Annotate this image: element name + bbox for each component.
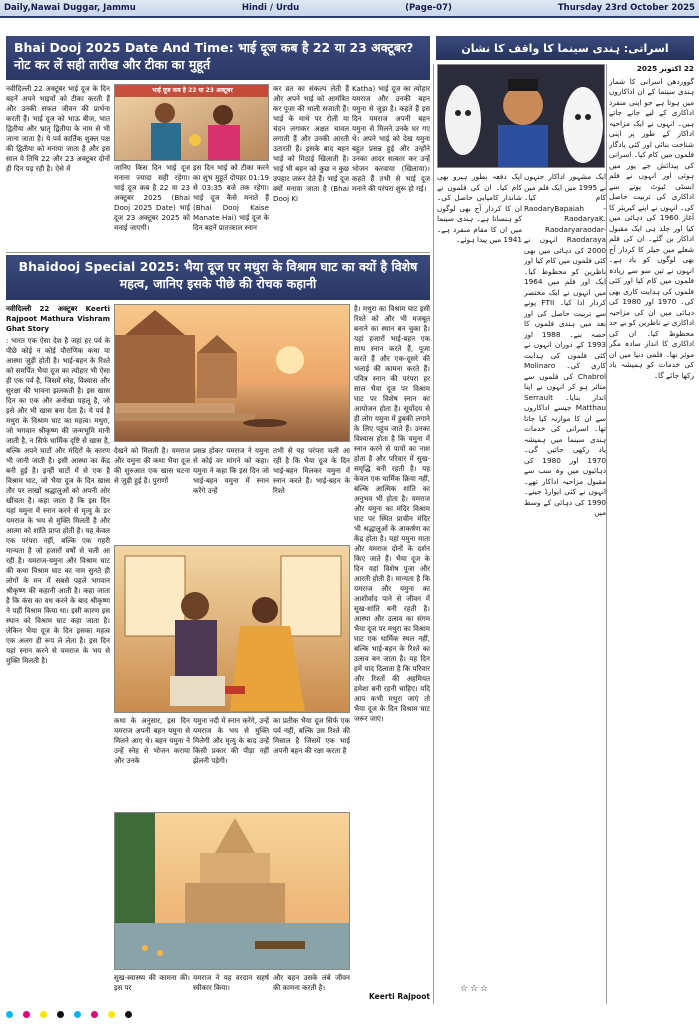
masthead: [0, 0, 699, 18]
article2-col3c: यमराज ने यह वरदान सहर्ष स्वीकार किया।: [193, 973, 269, 992]
urdu-dateline: 22 اکتوبر 2025: [636, 64, 694, 73]
article2-col4a: तभी से यह परंपरा चली आ रही है कि भैया दूज के दिन भाई-बहन मिलकर यमुना में स्नान करते हैं। भाई-बहन के रिश्ते: [273, 446, 350, 495]
language-label: Hindi / Urdu: [241, 3, 300, 13]
article1-photo: [114, 84, 269, 161]
urdu-col-left: ایک دفعہ بطور ہیرو بھی کام کیا۔ ان کی فلموں نے شاندار کامیابی حاصل کی۔ ان کا کردار آج بھی لوگوں کو ہنساتا ہے۔ ہندی سینما میں ان کا مقام منفرد ہے۔ 1941 میں پیدا ہوئے۔: [437, 172, 522, 244]
article1-headline: Bhai Dooj 2025 Date And Time: भाई दूज कब है 22 या 23 अक्टूबर? नोट कर लें सही तारीख और टीका का मुहूर्त: [6, 36, 430, 80]
article2-col2c: सुख-स्वास्थ्य की कामना की। इस पर: [114, 973, 190, 992]
article1-col5: Katha) भाई दूज का त्योहार यमराज और उनकी बहन यमुना से जुड़ा है। कहते हैं इस दिन यमराज अपनी बहन यमुना से मिलने उनके घर गए थे। अपने भाई को देख यमुना बहुत प्रसन्न हुई और उन्होंने उनका आदर सत्कार कर उन्हें भोजन करवाया (खिलाया)। कहते हैं तभी से भाई दूज मनाने की परंपरा शुरू हो गई।: [352, 84, 430, 193]
section-divider: [433, 64, 434, 1004]
article2-signature: Keerti Rajpoot: [369, 992, 430, 1001]
article1-col4: कर व्रत का संकल्प लेती हैं और अपने भाई को आमंत्रित कर पूजा की थाली सजाती हैं। भाई के माथे पर रोली या चंदन लगाकर अक्षत चावल लगाती हैं और उनकी आरती उतारती हैं। इसके बाद बहन भाई को मिठाई खिलाती है। भाई भी बहन को कुछ न कुछ उपहार जरूर देते हैं। भाई दूज क्यों मनाया जाता है (Bhai Dooj Ki: [273, 84, 349, 203]
paper-name: Daily,Nawai Duggar, Jammu: [4, 3, 136, 13]
article2-col1-text: : भारत एक ऐसा देश है जहां हर पर्व के पीछे कोई न कोई पौराणिक कथा या आस्था जुड़ी होती है। भाई-बहन के रिश्ते को समर्पित भैया दूज का त्योहार भी ऐसा ही एक पर्व है, जिसमें स्नेह, विश्वास और सुरक्षा की भावना झलकती है। इस खास दिन का एक और अनोखा पहलू है, जो इसे और भी खास बना देता है। ये पर्व है मथुरा के विश्राम घाट का महत्व। मथुरा, जो भगवान श्रीकृष्ण की जन्मभूमि मानी जाती है, न सिर्फ धार्मिक दृष्टि से खास है, बल्कि अपने घाटों और मंदिरों के कारण भी जानी जाती है। इसी आस्था का केंद्र बनी हुई है। इन्हीं घाटों में से एक है विश्राम घाट, जो भैया दूज के दिन खास तौर पर लाखों श्रद्धालुओं को अपनी ओर खींचता है। कहा जाता है कि इस दिन यहां यमुना में स्नान करने से मृत्यु के डर यमराज के भय से मुक्ति मिलती है और आत्मा को शांति प्राप्त होती है। यह केवल एक परंपरा नहीं, बल्कि एक गहरी मान्यता है जो हजारों वर्षों से चली आ रही है। यमराज-यमुना और विश्राम घाट की कथा विश्राम घाट का नाम सुनते ही लोगों के मन में सबसे पहले भगवान श्रीकृष्ण की कहानी आती है। कहा जाता है कि कंस का वध करने के बाद श्रीकृष्ण ने यहीं विश्राम किया था। इसी कारण इस स्थान को विश्राम घाट कहा जाता है। लेकिन भैया दूज के दिन इसका महत्व एक अलग ही रूप ले लेता है। इस दिन यहां स्नान करने से यमराज के भय से मुक्ति मिलती है।: [6, 336, 110, 665]
article2-byline: नवीदिल्ली 22 अक्टूबर Keerti Rajpoot Mathura Vishram Ghat Story: [6, 304, 110, 333]
page-number: (Page-07): [405, 3, 452, 13]
urdu-column-divider: [606, 64, 607, 1004]
article2-col2b: कथा के अनुसार, इस दिन यमराज अपनी बहन यमुना से मिलने आए थे। बहन यमुना ने उन्हें स्नेह से भोजन कराया और उनके: [114, 716, 190, 765]
article1-col1: नवीदिल्ली 22 अक्टूबर भाई दूज के दिन बहनें अपने भाइयों को टीका करती हैं और उनकी सफल जीवन की प्रार्थना करती हैं। भाई दूज को भाऊ बीज, भात द्वितीया और भ्रातृ द्वितीया के नाम से भी जाना जाता है। ये पर्व कार्तिक शुक्ल पक्ष की द्वितीया को मनाया जाता है और इस साल ये तिथि 22 और 23 अक्टूबर दोनों ही दिन पड़ रही है। ऐसे में: [6, 84, 110, 173]
article1-col3: इस दिन भाई को टीका करने का शुभ मुहूर्त दोपहर 01:19 से 03:35 बजे तक रहेगा। भाई दूज कैसे मनाते हैं (Bhai Dooj Kaise Manate Hai) भाई दूज के दिन बहनें प्रातःकाल स्नान: [193, 163, 269, 232]
urdu-photo-actor: [437, 64, 605, 168]
urdu-col-right: [609, 64, 694, 1004]
article2-col4b: का प्रतीक भैया दूज सिर्फ एक पर्व नहीं, बल्कि उस रिश्ते की मिसाल है जिसमें एक भाई अपनी बहन की रक्षा करता है: [273, 716, 350, 755]
urdu-col-mid: ایک مشہور اداکار جنہوں نے 1995 میں ایک فلم میں کام کیا۔ RaodaryBapaiah - RaodaryaK. Raodaryaraodar-Raodaraya انہوں نے 2000 کی دہائی میں بھی کئی فلموں میں کام کیا اور ناظرین کو محظوظ کیا۔ ایک اور فلم میں 1964 میں انہوں نے ایک مختصر کردار ادا کیا۔ FTII پونے سے تربیت حاصل کی اور بعد میں ہندی فلموں کا حصہ بنے۔ 1988 اور 1993 کے دوران انہوں نے کئی فلموں کی ہدایت کاری کی۔ Molinaro Chabrol کی فلموں سے متاثر ہو کر انہوں نے اپنا انداز بنایا۔ Serrault Matthau جیسے اداکاروں سے ان کا موازنہ کیا جاتا تھا۔ اسرانی کی خدمات ہندی سینما میں ہمیشہ یاد رکھی جائیں گی۔ 1970 اور 1980 کی دہائیوں میں وہ سب سے مقبول مزاحیہ اداکار تھے۔ انہوں نے کئی ایوارڈ جیتے۔ 1990 کی دہائی کے وسط میں: [524, 172, 606, 517]
article2-col1: [6, 304, 110, 1004]
urdu-col-right-text: گووردھن اسرانی کا شمار ہندی سینما کے ان اداکاروں میں ہوتا ہے جو اپنی منفرد اداکاری کے لیے جانے جاتے ہیں۔ انہوں نے ایک مزاحیہ اداکار کے طور پر اپنی شناخت بنائی اور کئی یادگار فلموں میں کام کیا۔ اسرانی کی پیدائش جے پور میں ہوئی اور انہوں نے فلم انسٹی ٹیوٹ پونے سے اداکاری کی تربیت حاصل کی۔ انہوں نے اپنے کیریئر کا آغاز 1960 کی دہائی میں کیا اور جلد ہی ایک مقبول اداکار بن گئے۔ ان کی فلم شعلے میں جیلر کا کردار آج بھی لوگوں کو یاد ہے۔ انہوں نے تین سو سے زیادہ فلموں میں کام کیا اور کئی فلموں کی ہدایت کاری بھی کی۔ 1970 اور 1980 کی دہائی میں ان کی مزاحیہ اداکاری نے ناظرین کو بے حد محظوظ کیا۔ ان کی اداکاری کا انداز سادہ مگر موثر تھا۔ فلمی دنیا میں ان کی خدمات کو ہمیشہ یاد رکھا جائے گا۔: [609, 76, 694, 380]
article2-col5: है। मथुरा का विश्राम घाट इसी रिश्ते को और भी मजबूत बनाने का स्थान बन चुका है। यहां हजारों भाई-बहन एक साथ स्नान करते हैं, पूजा करते हैं और एक-दूसरे की भलाई की कामना करते हैं। पवित्र स्नान की परंपरा हर साल भैया दूज पर विश्राम घाट पर विशेष स्नान का आयोजन होता है। सूर्योदय से ही लोग यमुना में डुबकी लगाने के लिए पहुंच जाते हैं। उनका विश्वास होता है कि यमुना में स्नान करने से पापों का नाश होता है और परिवार में सुख-समृद्धि बनी रहती है। यह केवल एक धार्मिक क्रिया नहीं, बल्कि आत्मिक शांति का अनुभव भी होता है। यमराज और यमुना का मंदिर विश्राम घाट पर स्थित प्राचीन मंदिर भी श्रद्धालुओं के आकर्षण का केंद्र होता है। यहां यमुना माता और यमराज दोनों के दर्शन किए जाते हैं। भैया दूज के दिन यहां विशेष पूजा और आरती होती है। मान्यता है कि यमराज और यमुना का आशीर्वाद पाने से जीवन में सुख-शांति बनी रहती है। आस्था और उत्सव का संगम भैया दूज पर मथुरा का विश्राम घाट एक धार्मिक स्थल नहीं, बल्कि भाई-बहन के रिश्ते का उत्सव बन जाता है। यह दिन हमें याद दिलाता है कि परिवार और रिश्तों की अहमियत हमेशा बनी रहनी चाहिए। यदि आप कभी मथुरा जाएं तो भैया दूज के दिन विश्राम घाट जरूर जाएं।: [354, 304, 430, 723]
article-divider: [6, 252, 430, 253]
urdu-headline: اسراتی: ہندی سینما کا واقف کا نشان: [436, 36, 694, 60]
article2-col2a: देखने को मिलती है। यमराज और यमुना की कथा भैया दूज की शुरुआत एक खास घटना से जुड़ी हुई है। पुराणों: [114, 446, 190, 485]
issue-date: Thursday 23rd October 2025: [557, 3, 695, 13]
article2-col4c: और बहन उसके लंबे जीवन की कामना करती है।: [273, 973, 350, 992]
article2-photo-siblings: [114, 545, 350, 713]
print-registration-marks: [6, 1010, 693, 1018]
photo-caption: भाई दूज कब है 22 या 23 अक्टूबर: [152, 87, 233, 94]
article2-photo-ghat: [114, 304, 350, 442]
article2-headline: Bhaidooj Special 2025: भैया दूज पर मथुरा के विश्राम घाट का क्यों है विशेष महत्व, जानिए इसके पीछे की रोचक कहानी: [6, 255, 430, 300]
article2-col3a: प्रसन्न होकर यमराज ने यमुना से कोई वर मांगने को कहा। यमुना ने कहा कि इस दिन जो भाई-बहन यमुना में स्नान करेंगे उन्हें: [193, 446, 269, 495]
article1-col2: जानिए किस दिन भाई दूज मनाना ज्यादा सही रहेगा। भाई दूज कब है 22 या 23 अक्टूबर 2025 (Bhai Dooj 2025 Date) भाई दूज 23 अक्टूबर 2025 को मनाई जाएगी।: [114, 163, 190, 232]
divider-stars: ☆☆☆: [460, 984, 491, 994]
article2-col3b: यमुना नदी में स्नान करेंगे, उन्हें यमराज के भय से मुक्ति मिलेगी और मृत्यु के बाद उन्हें किसी प्रकार की पीड़ा नहीं झेलनी पड़ेगी।: [193, 716, 269, 765]
article2-photo-temple: [114, 812, 350, 970]
